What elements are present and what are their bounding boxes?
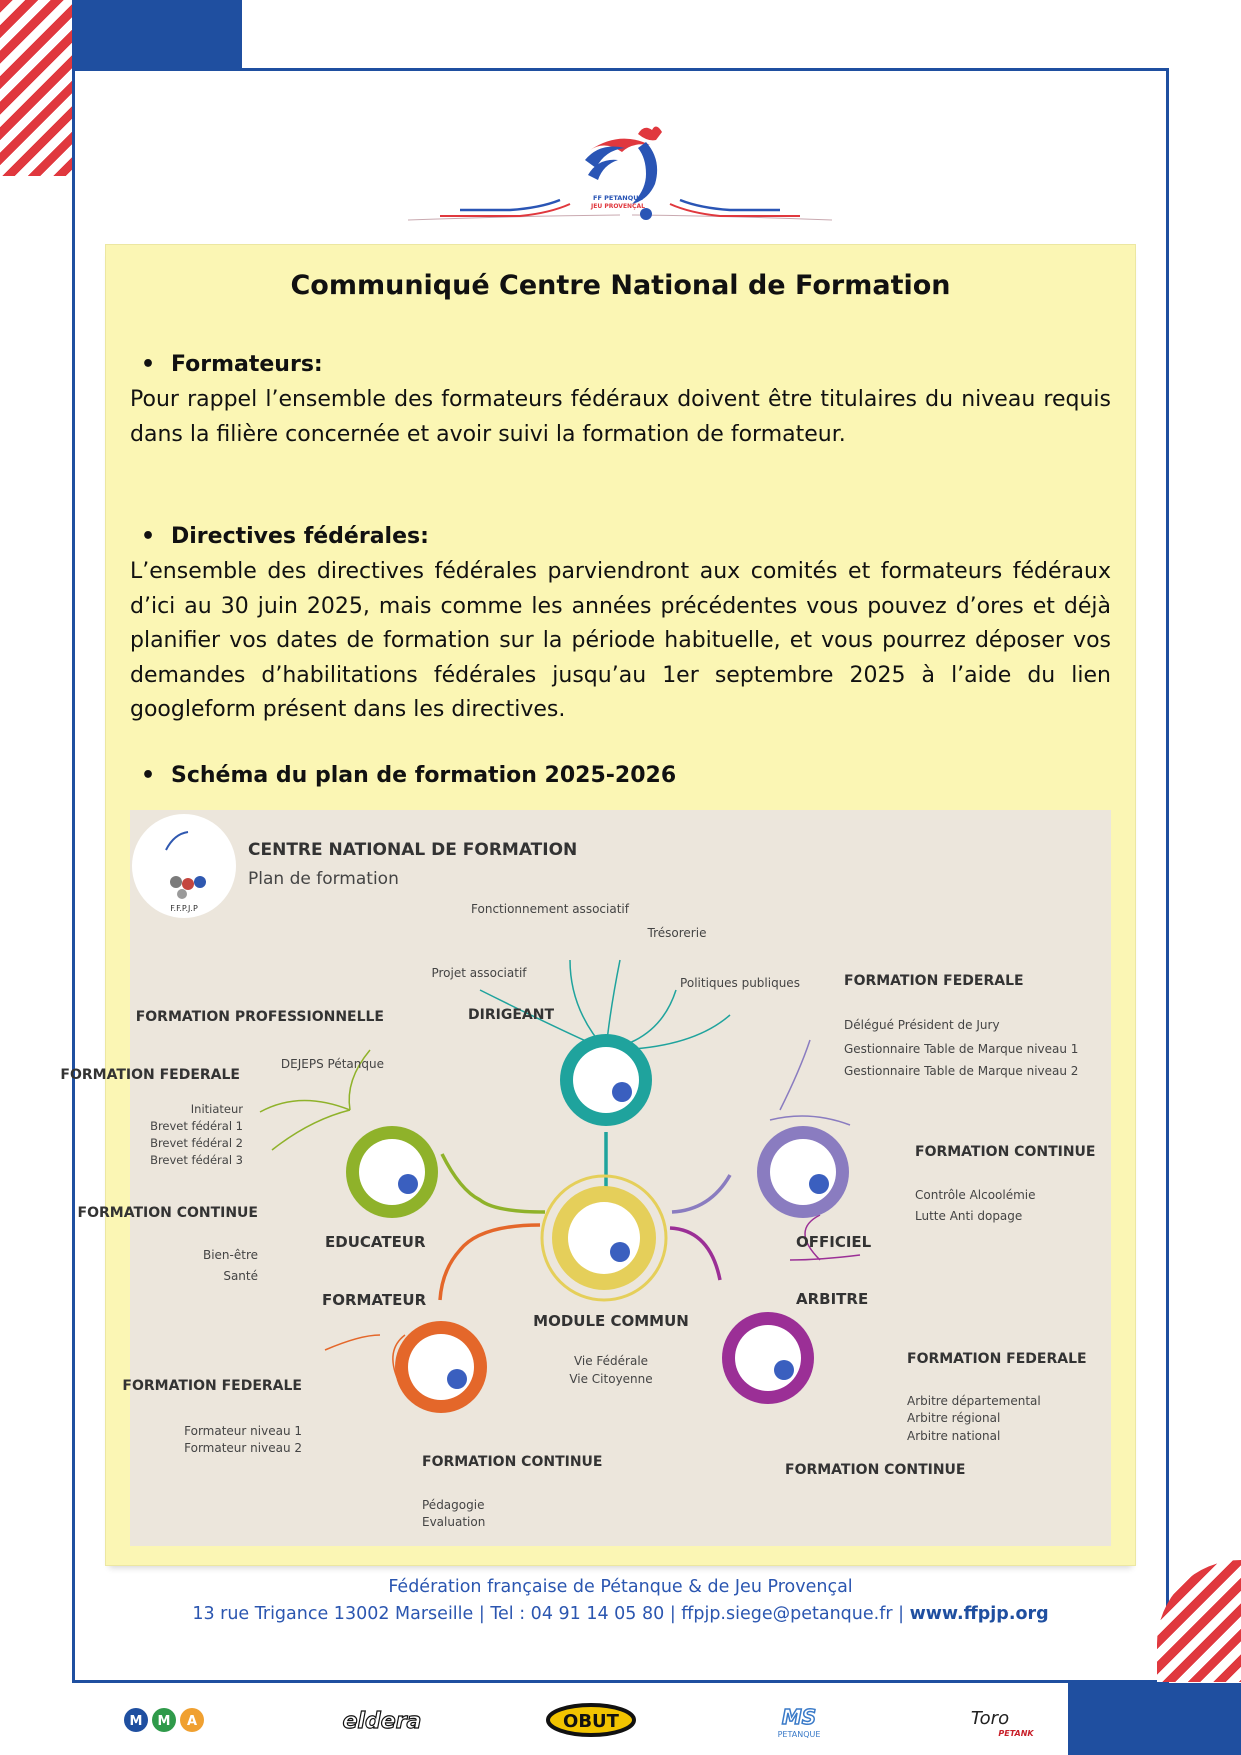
- formation-item: Lutte Anti dopage: [915, 1209, 1023, 1223]
- section-heading: • Directives fédérales:: [141, 524, 429, 549]
- section-text: Pour rappel l’ensemble des formateurs fédéraux doivent être titulaires du niveau requis dans la filière concernée et avoir suivi la formation de formateur.: [130, 387, 1111, 447]
- blue-corner-tab: [1068, 1683, 1241, 1755]
- formation-item: Formateur niveau 2: [184, 1441, 302, 1455]
- training-plan-diagram: [60, 810, 1111, 1546]
- formation-heading: FORMATION CONTINUE: [422, 1454, 603, 1470]
- formation-item: Arbitre national: [907, 1429, 1001, 1443]
- page-title: Communiqué Centre National de Formation: [290, 270, 951, 301]
- toro-subtext: PETANK: [998, 1729, 1034, 1738]
- logo-text: JEU PROVENÇAL: [591, 203, 645, 210]
- mma-letter: M: [157, 1714, 171, 1729]
- ms-petanque-logo: [764, 1700, 834, 1740]
- formation-heading: FORMATION FEDERALE: [122, 1378, 302, 1394]
- logo-text: FF PETANQUE: [593, 194, 643, 202]
- ms-subtext: PETANQUE: [777, 1730, 821, 1739]
- formation-item: Evaluation: [422, 1515, 486, 1529]
- formation-heading: FORMATION CONTINUE: [785, 1462, 966, 1478]
- obut-text: OBUT: [563, 1711, 619, 1732]
- topic: Fonctionnement associatif: [471, 902, 629, 916]
- formation-item: Brevet fédéral 2: [150, 1136, 243, 1150]
- formation-item: Bien-être: [202, 1248, 258, 1262]
- diagram-org-title: CENTRE NATIONAL DE FORMATION: [248, 840, 578, 860]
- formation-heading: FORMATION CONTINUE: [77, 1205, 258, 1221]
- formation-item: Initiateur: [190, 1102, 243, 1116]
- formateur-label: FORMATEUR: [322, 1291, 427, 1309]
- formation-item: Arbitre départemental: [907, 1394, 1041, 1408]
- formation-item: Vie Fédérale: [573, 1354, 649, 1368]
- officiel-label: OFFICIEL: [796, 1233, 872, 1251]
- section-heading: • Formateurs:: [141, 352, 323, 377]
- formation-heading: FORMATION FEDERALE: [60, 1067, 240, 1083]
- ms-text: MS: [781, 1705, 817, 1729]
- formation-item: Contrôle Alcoolémie: [915, 1188, 1036, 1202]
- footer-federation: Fédération française de Pétanque & de Jeu Provençal: [388, 1577, 853, 1597]
- formation-heading: FORMATION FEDERALE: [844, 973, 1024, 989]
- eldera-logo: [342, 1700, 422, 1740]
- ffpjp-logo: [400, 120, 840, 230]
- section-text: L’ensemble des directives fédérales parviendront aux comités et formateurs fédéraux d’ici au 30 juin 2025, mais comme les années précédentes vous pouvez d’ores et déjà planifier vos dates de formation sur la période habituelle, et vous pourrez déposer vos demandes d’habilitations fédérales jusqu’au 1er septembre 2025 à l’aide du lien googleform présent dans les directives.: [130, 559, 1111, 722]
- toro-text: Toro: [970, 1708, 1010, 1729]
- blue-corner-tab: [72, 0, 242, 68]
- obut-logo: [546, 1700, 636, 1740]
- formation-heading: FORMATION FEDERALE: [907, 1351, 1087, 1367]
- formation-item: Formateur niveau 1: [184, 1424, 302, 1438]
- formation-item: Arbitre régional: [907, 1411, 1001, 1425]
- dirigeant-label: DIRIGEANT: [468, 1007, 554, 1023]
- eldera-text: eldera: [342, 1709, 422, 1734]
- formation-item: Brevet fédéral 1: [150, 1119, 243, 1133]
- topic: Politiques publiques: [680, 976, 800, 990]
- topic: Projet associatif: [431, 966, 527, 980]
- footer-website-link[interactable]: www.ffpjp.org: [909, 1604, 1049, 1624]
- module-commun-label: MODULE COMMUN: [533, 1312, 689, 1330]
- footer-contact: 13 rue Trigance 13002 Marseille | Tel : 04 91 14 05 80 | ffpjp.siege@petanque.fr | www.ffpjp.org: [192, 1604, 1049, 1624]
- seal-text: F.F.P.J.P: [170, 904, 198, 913]
- diagram-subtitle: Plan de formation: [248, 869, 399, 889]
- formation-item: Vie Citoyenne: [569, 1372, 653, 1386]
- formation-item: Gestionnaire Table de Marque niveau 2: [844, 1064, 1079, 1078]
- formation-heading: FORMATION PROFESSIONNELLE: [135, 1009, 384, 1025]
- formation-item: Gestionnaire Table de Marque niveau 1: [844, 1042, 1079, 1056]
- mma-letter: A: [186, 1714, 198, 1729]
- formation-heading: FORMATION CONTINUE: [915, 1144, 1096, 1160]
- formation-item: Pédagogie: [422, 1498, 485, 1512]
- toro-petank-logo: [962, 1700, 1038, 1740]
- arbitre-label: ARBITRE: [796, 1290, 869, 1308]
- section-heading: • Schéma du plan de formation 2025-2026: [141, 763, 676, 788]
- formation-item: Délégué Président de Jury: [844, 1018, 1000, 1032]
- cnf-seal: [132, 814, 236, 918]
- formation-item: DEJEPS Pétanque: [280, 1057, 384, 1071]
- topic: Trésorerie: [647, 926, 707, 940]
- decorative-stripes: [0, 0, 72, 176]
- formation-item: Brevet fédéral 3: [150, 1153, 243, 1167]
- educateur-label: EDUCATEUR: [325, 1233, 426, 1251]
- formation-item: Santé: [223, 1269, 258, 1283]
- mma-logo: [122, 1700, 212, 1740]
- mma-letter: M: [129, 1714, 143, 1729]
